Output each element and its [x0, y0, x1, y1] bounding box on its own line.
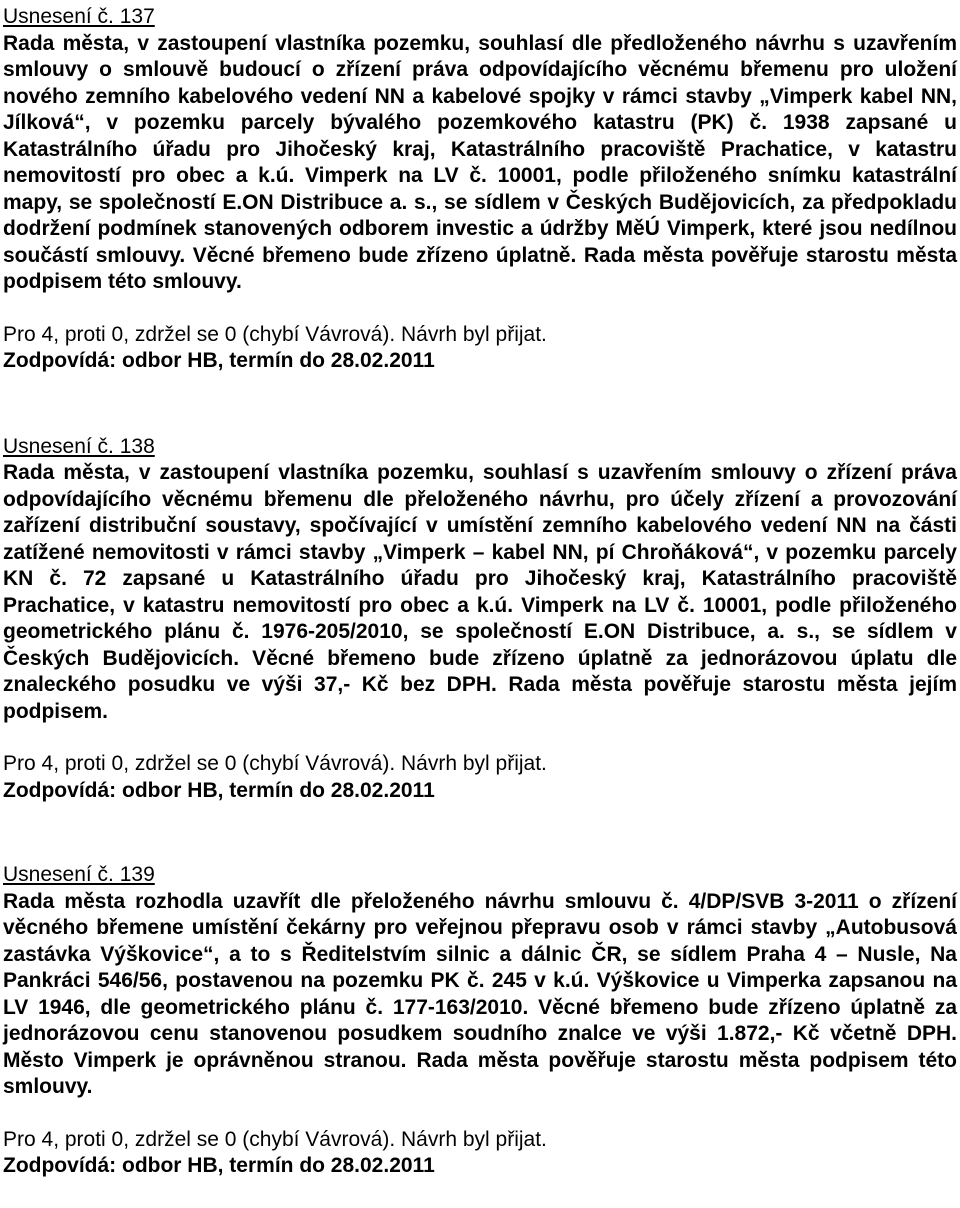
resolution-title: Usnesení č. 138 [3, 434, 155, 458]
resolution-139 [3, 862, 957, 1180]
resolution-title: Usnesení č. 139 [3, 863, 155, 886]
vote-result: Pro 4, proti 0, zdržel se 0 (chybí Vávrová). Návrh byl přijat. [3, 322, 547, 346]
responsibility-line: Zodpovídá: odbor HB, termín do 28.02.2011 [3, 778, 435, 802]
resolution-title: Usnesení č. 137 [3, 5, 155, 28]
resolution-text: Rada města rozhodla uzavřít dle přeloženého návrhu smlouvu č. 4/DP/SVB 3-2011 o zřízení věcného břemene umístění čekárny pro veřejnou přepravu osob v rámci stavby „Autobusová zastávka Výškovice“, a to s Ředitelstvím silnic a dálnic ČR, se sídlem Praha 4 – Nusle, Na Pankráci 546/56, postavenou na pozemku PK č. 245 v k.ú. Výškovice u Vimperka zapsanou na LV 1946, dle geometrického plánu č. 177-163/2010. Věcné břemeno bude zřízeno úplatně za jednorázovou cenu stanovenou posudkem soudního znalce ve výši 1.872,- Kč včetně DPH. Město Vimperk je oprávněnou stranou. Rada města pověřuje starostu města podpisem této smlouvy. [3, 889, 957, 1098]
resolution-138 [3, 434, 957, 805]
resolution-text: Rada města, v zastoupení vlastníka pozemku, souhlasí dle předloženého návrhu s uzavřením smlouvy o smlouvě budoucí o zřízení práva odpovídajícího věcnému břemenu pro uložení nového zemního kabelového vedení NN a kabelové spojky v rámci stavby „Vimperk kabel NN, Jílková“, v pozemku parcely bývalého pozemkového katastru (PK) č. 1938 zapsané u Katastrálního úřadu pro Jihočeský kraj, Katastrálního pracoviště Prachatice, v katastru nemovitostí pro obec a k.ú. Vimperk na LV č. 10001, podle přiloženého snímku katastrální mapy, se společností E.ON Distribuce a. s., se sídlem v Českých Budějovicích, za předpokladu dodržení podmínek stanovených odborem investic a údržby MěÚ Vimperk, které jsou nedílnou součástí smlouvy. Věcné břemeno bude zřízeno úplatně. Rada města pověřuje starostu města podpisem této smlouvy. [3, 31, 957, 293]
vote-result: Pro 4, proti 0, zdržel se 0 (chybí Vávrová). Návrh byl přijat. [3, 752, 547, 775]
document-page [3, 4, 957, 1180]
responsibility-line: Zodpovídá: odbor HB, termín do 28.02.2011 [3, 349, 435, 372]
section-spacer [3, 804, 957, 862]
vote-result: Pro 4, proti 0, zdržel se 0 (chybí Vávrová). Návrh byl přijat. [3, 1127, 547, 1151]
resolution-text: Rada města, v zastoupení vlastníka pozemku, souhlasí s uzavřením smlouvy o zřízení práva odpovídajícího věcnému břemenu dle přeloženého návrhu, pro účely zřízení a provozování zařízení distribuční soustavy, spočívající v umístění zemního kabelového vedení NN na části zatížené nemovitosti v rámci stavby „Vimperk – kabel NN, pí Chroňáková“, v pozemku parcely KN č. 72 zapsané u Katastrálního úřadu pro Jihočeský kraj, Katastrálního pracoviště Prachatice, v katastru nemovitostí pro obec a k.ú. Vimperk na LV č. 10001, podle přiloženého geometrického plánu č. 1976-205/2010, se společností E.ON Distribuce, a. s., se sídlem v Českých Budějovicích. Věcné břemeno bude zřízeno úplatně za jednorázovou úplatu dle znaleckého posudku ve výši 37,- Kč bez DPH. Rada města pověřuje starostu města jejím podpisem. [3, 461, 957, 723]
resolution-137 [3, 4, 957, 375]
section-spacer [3, 375, 957, 434]
responsibility-line: Zodpovídá: odbor HB, termín do 28.02.2011 [3, 1154, 435, 1177]
